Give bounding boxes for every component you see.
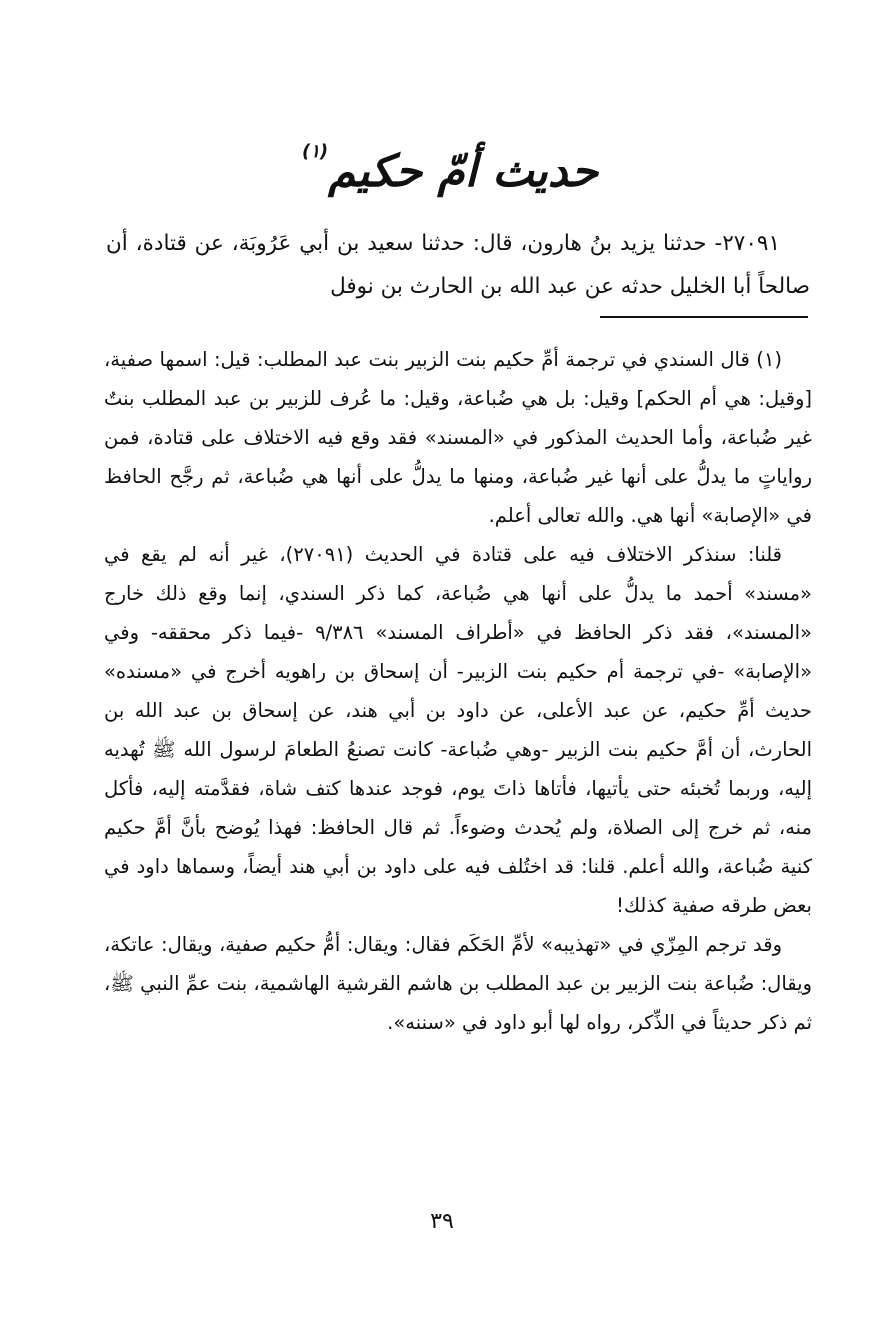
footnote-marker: (١) bbox=[301, 141, 329, 162]
footnote-paragraph: قلنا: سنذكر الاختلاف فيه على قتادة في الحديث (٢٧٠٩١)، غير أنه لم يقع في «مسند» أحمد ما يدلُّ على أنها هي ضُباعة، كما ذكر السندي، إنما وقع ذلك خارج «المسند»، فقد ذكر الحافظ في «أطراف المسند» ٩/٣٨٦ -فيما ذكر محققه- وفي «الإصابة» -في ترجمة أم حكيم بنت الزبير- أن إسحاق بن راهويه أخرج في «مسنده» حديث أمِّ حكيم، عن عبد الأعلى، عن داود بن أبي هند، عن إسحاق بن عبد الله بن الحارث، أن أمَّ حكيم بنت الزبير -وهي ضُباعة- كانت تصنعُ الطعامَ لرسول الله ﷺ تُهديه إليه، وربما تُخبئه حتى يأتيها، فأتاها ذاتَ يوم، فوجد عندها كتف شاة، فقدَّمته إليه، فأكل منه، ثم خرج إلى الصلاة، ولم يُحدث وضوءاً. ثم قال الحافظ: فهذا يُوضح بأنَّ أمَّ حكيم كنية ضُباعة، والله أعلم. قلنا: قد اختُلف فيه على داود بن أبي هند أيضاً، وسماها داود في بعض طرقه صفية كذلك! bbox=[104, 543, 812, 917]
heading-title: حديث أمّ حكيم bbox=[328, 146, 599, 197]
footnote-separator bbox=[600, 316, 808, 318]
hadith-text bbox=[106, 222, 810, 308]
footnote-paragraph: وقد ترجم المِزّي في «تهذيبه» لأمِّ الحَكَم فقال: ويقال: أمُّ حكيم صفية، ويقال: عاتكة، ويقال: ضُباعة بنت الزبير بن عبد المطلب بن هاشم القرشية الهاشمية، بنت عمِّ النبي ﷺ، ثم ذكر حديثاً في الذِّكر، رواه لها أبو داود في «سننه». bbox=[104, 933, 812, 1034]
hadith-paragraph: ٢٧٠٩١- حدثنا يزيد بنُ هارون، قال: حدثنا سعيد بن أبي عَرُوبَة، عن قتادة، أن صالحاً أبا الخليل حدثه عن عبد الله بن الحارث بن نوفل bbox=[106, 231, 810, 299]
section-heading bbox=[300, 132, 600, 212]
footnote-paragraph: (١) قال السندي في ترجمة أمِّ حكيم بنت الزبير بنت عبد المطلب: قيل: اسمها صفية، [وقيل: هي أم الحكم] وقيل: بل هي ضُباعة، وقيل: ما عُرف للزبير بن عبد المطلب بنتٌ غير ضُباعة، وأما الحديث المذكور في «المسند» فقد وقع فيه الاختلاف على قتادة، فمن رواياتٍ ما يدلُّ على أنها غير ضُباعة، ومنها ما يدلُّ على أنها هي ضُباعة، ثم رجَّح الحافظ في «الإصابة» أنها هي. والله تعالى أعلم. bbox=[104, 348, 812, 527]
page-number: ٣٩ bbox=[430, 1209, 454, 1234]
footnote-block bbox=[104, 340, 812, 1042]
